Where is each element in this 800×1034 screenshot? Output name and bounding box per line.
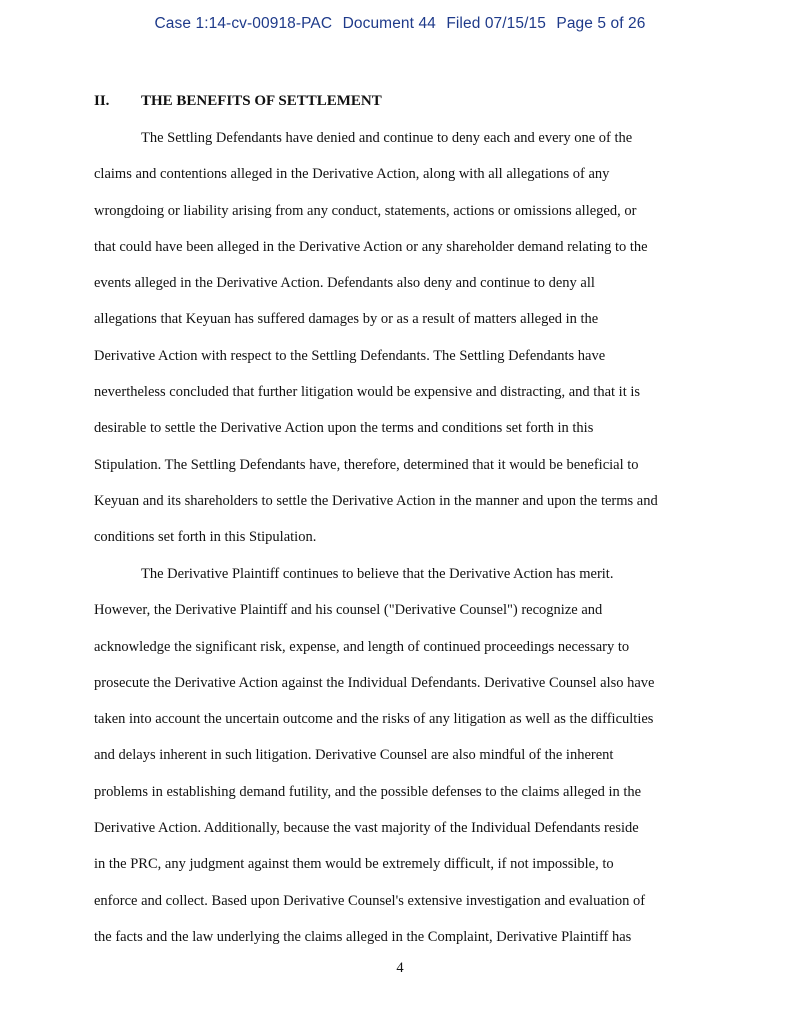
section-number: II. [94,93,110,109]
ecf-header [0,15,800,33]
paragraph-line: Derivative Action with respect to the Settling Defendants. The Settling Defendants have [94,347,606,364]
paragraph-line: desirable to settle the Derivative Action upon the terms and conditions set forth in this [94,420,594,437]
paragraph-line: prosecute the Derivative Action against the Individual Defendants. Derivative Counsel also have [94,674,655,691]
case-number: Case 1:14-cv-00918-PAC [154,15,333,32]
paragraph-line: the facts and the law underlying the claims alleged in the Complaint, Derivative Plaintiff has [94,928,632,945]
paragraph-line: taken into account the uncertain outcome and the risks of any litigation as well as the difficulties [94,711,654,728]
paragraph-line: wrongdoing or liability arising from any conduct, statements, actions or omissions alleged, or [94,202,637,219]
filed-date: Filed 07/15/15 [446,15,546,32]
paragraph-line: Stipulation. The Settling Defendants have, therefore, determined that it would be beneficial to [94,456,639,473]
paragraph-line: The Settling Defendants have denied and continue to deny each and every one of the [141,130,633,146]
paragraph-line: in the PRC, any judgment against them would be extremely difficult, if not impossible, to [94,856,614,873]
document-number: Document 44 [342,15,436,32]
paragraph-line: Keyuan and its shareholders to settle the Derivative Action in the manner and upon the terms and [94,492,658,509]
paragraph-line: Derivative Action. Additionally, because the vast majority of the Individual Defendants reside [94,820,639,837]
paragraph-line: The Derivative Plaintiff continues to believe that the Derivative Action has merit. [141,566,614,582]
section-heading [94,93,382,110]
paragraph-line: conditions set forth in this Stipulation. [94,529,317,546]
paragraph-line: enforce and collect. Based upon Derivative Counsel's extensive investigation and evaluation of [94,892,646,909]
page-number: 4 [396,960,404,976]
paragraph-settling-defendants [94,120,714,556]
section-title: THE BENEFITS OF SETTLEMENT [141,93,382,109]
paragraph-line: that could have been alleged in the Derivative Action or any shareholder demand relating to the [94,238,648,255]
paragraph-line: claims and contentions alleged in the Derivative Action, along with all allegations of any [94,166,610,183]
paragraph-line: acknowledge the significant risk, expense, and length of continued proceedings necessary to [94,638,630,655]
paragraph-line: problems in establishing demand futility, and the possible defenses to the claims alleged in the [94,783,642,800]
paragraph-line: However, the Derivative Plaintiff and his counsel ("Derivative Counsel") recognize and [94,602,603,619]
paragraph-derivative-plaintiff [94,556,714,955]
paragraph-line: events alleged in the Derivative Action. Defendants also deny and continue to deny all [94,275,595,292]
paragraph-line: allegations that Keyuan has suffered damages by or as a result of matters alleged in the [94,311,599,328]
page-of-total: Page 5 of 26 [556,15,646,32]
paragraph-line: and delays inherent in such litigation. Derivative Counsel are also mindful of the inherent [94,747,614,764]
paragraph-line: nevertheless concluded that further litigation would be expensive and distracting, and that it is [94,384,641,401]
